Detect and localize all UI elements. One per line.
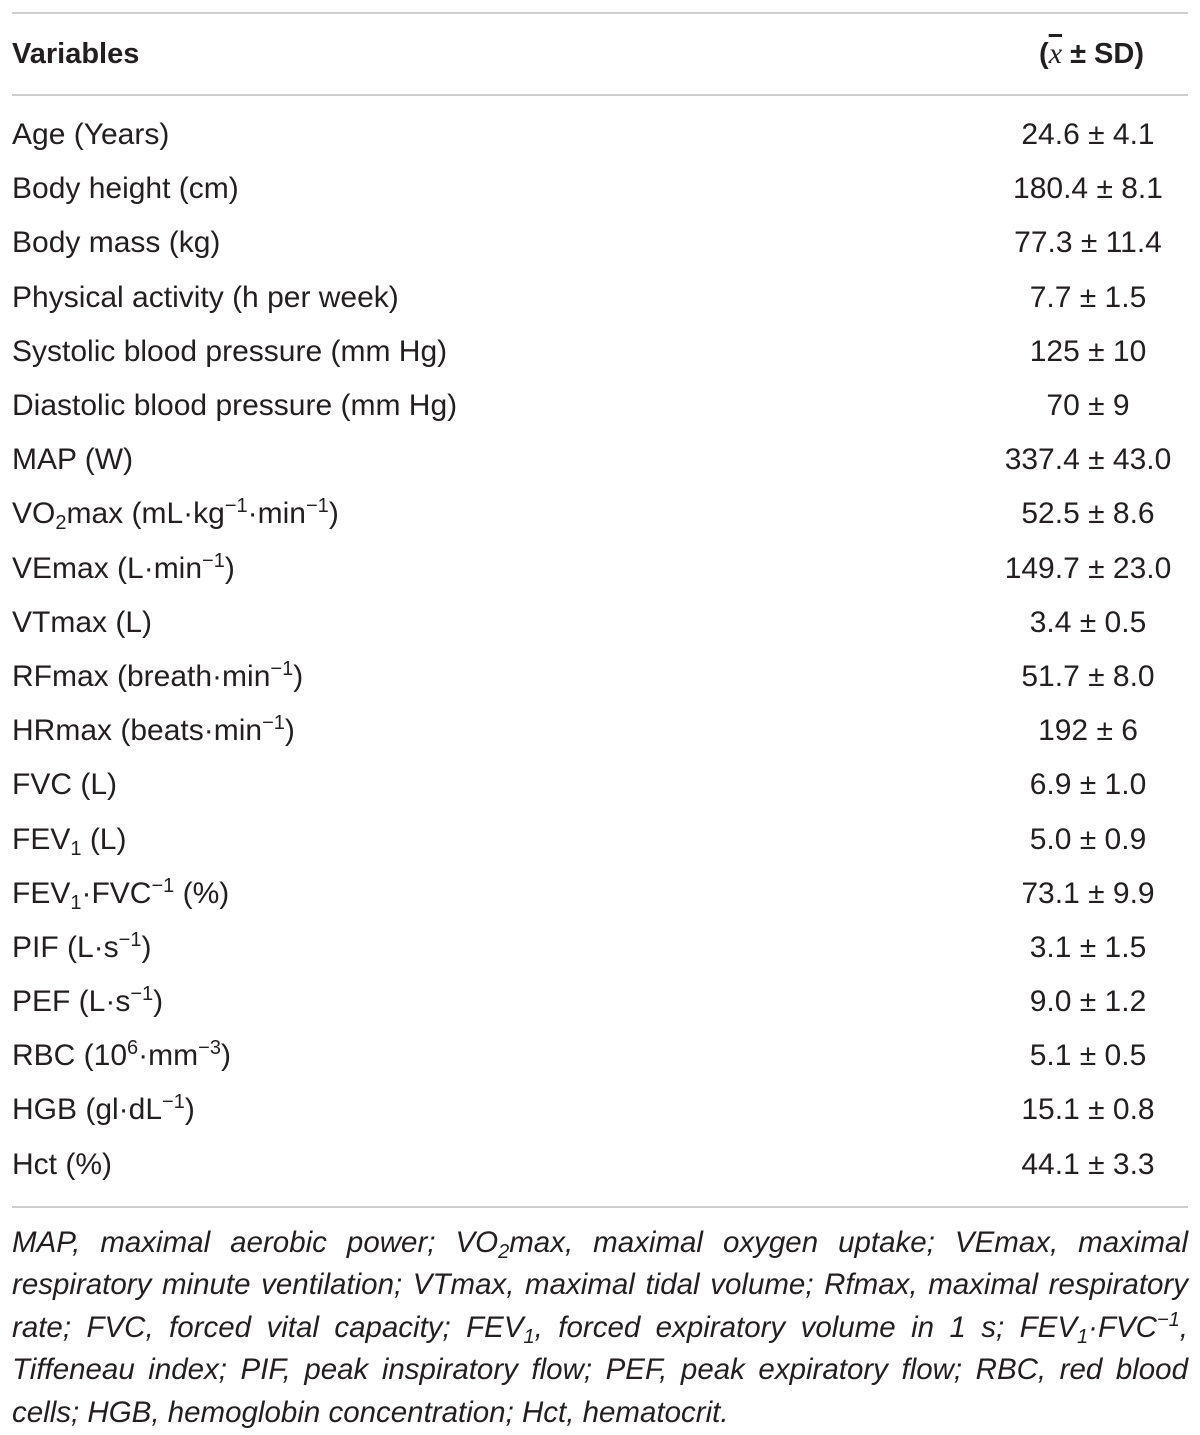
header-xbar: $\overline{x}$ bbox=[1048, 37, 1063, 70]
variable-cell bbox=[12, 822, 127, 860]
variable-cell bbox=[12, 1093, 195, 1127]
text-segment: FEV bbox=[12, 876, 71, 910]
variable-cell bbox=[12, 389, 457, 423]
superscript: −3 bbox=[198, 1037, 221, 1060]
text-segment: Physical activity (h per week) bbox=[12, 280, 399, 314]
variable-cell bbox=[12, 226, 220, 260]
table-row bbox=[12, 812, 1188, 866]
table-row bbox=[12, 704, 1188, 758]
variable-cell bbox=[12, 768, 117, 802]
text-segment: RBC (10 bbox=[12, 1039, 128, 1073]
value-cell: 70 ± 9 bbox=[1046, 389, 1130, 423]
text-segment: MAP (W) bbox=[12, 443, 134, 477]
variable-cell bbox=[12, 118, 169, 152]
text-segment: max, maximal oxygen uptake; VEmax, maximal respiratory minute ventilation; VTmax, maximal tidal volume; Rfmax, maximal respiratory rate; FVC, forced vital capacity; FEV bbox=[12, 1225, 1188, 1344]
superscript: −1 bbox=[202, 549, 225, 572]
variable-cell bbox=[12, 657, 304, 694]
superscript: −1 bbox=[224, 495, 248, 518]
subscript: 2 bbox=[498, 1240, 510, 1263]
table-footnote bbox=[12, 1222, 1188, 1435]
value-cell: 337.4 ± 43.0 bbox=[1004, 443, 1172, 477]
text-segment: PIF (L·s bbox=[12, 930, 119, 964]
text-segment: max (mL·kg bbox=[66, 497, 225, 531]
subscript: 1 bbox=[70, 837, 82, 860]
table-row bbox=[12, 975, 1188, 1029]
text-segment: ·FVC bbox=[1088, 1310, 1157, 1344]
variable-cell bbox=[12, 874, 230, 914]
header-pm-sd: ± SD) bbox=[1062, 38, 1144, 70]
table-row bbox=[12, 379, 1188, 433]
table-body bbox=[12, 96, 1188, 1206]
text-segment: ) bbox=[141, 930, 152, 964]
value-cell: 44.1 ± 3.3 bbox=[1021, 1147, 1155, 1181]
text-segment: Age (Years) bbox=[12, 118, 170, 152]
table-row bbox=[12, 216, 1188, 270]
text-segment: ) bbox=[153, 985, 164, 1019]
table-row bbox=[12, 867, 1188, 921]
subscript: 1 bbox=[1077, 1325, 1089, 1348]
superscript: −1 bbox=[162, 1091, 185, 1114]
variable-cell bbox=[12, 1148, 112, 1182]
variable-cell bbox=[12, 281, 399, 315]
text-segment: HGB (gl·dL bbox=[12, 1093, 163, 1127]
value-cell: 125 ± 10 bbox=[1029, 334, 1147, 368]
variable-cell bbox=[12, 549, 235, 586]
text-segment: Body mass (kg) bbox=[12, 226, 221, 260]
table-row bbox=[12, 162, 1188, 216]
header-open-paren: ( bbox=[1039, 38, 1049, 70]
subscript: 1 bbox=[70, 891, 82, 914]
text-segment: ) bbox=[293, 659, 304, 693]
superscript: −1 bbox=[118, 928, 142, 951]
text-segment: (L) bbox=[81, 822, 127, 856]
header-variables: Variables bbox=[12, 37, 140, 70]
table-row bbox=[12, 1138, 1188, 1192]
table-row bbox=[12, 650, 1188, 704]
value-cell: 52.5 ± 8.6 bbox=[1021, 497, 1155, 531]
table-row bbox=[12, 108, 1188, 162]
variable-cell bbox=[12, 172, 239, 206]
table-row bbox=[12, 1083, 1188, 1137]
table-row bbox=[12, 596, 1188, 650]
variable-cell bbox=[12, 443, 133, 477]
value-cell: 73.1 ± 9.9 bbox=[1021, 876, 1155, 910]
subscript: 1 bbox=[523, 1325, 535, 1348]
value-cell: 6.9 ± 1.0 bbox=[1029, 768, 1147, 802]
value-cell: 5.1 ± 0.5 bbox=[1029, 1039, 1147, 1073]
value-cell: 77.3 ± 11.4 bbox=[1014, 226, 1162, 260]
text-segment: Hct (%) bbox=[12, 1147, 112, 1181]
subscript: 2 bbox=[55, 512, 67, 535]
text-segment: PEF (L·s bbox=[12, 985, 131, 1019]
value-cell: 3.4 ± 0.5 bbox=[1029, 605, 1147, 639]
data-table bbox=[12, 12, 1188, 1434]
value-cell: 7.7 ± 1.5 bbox=[1029, 280, 1147, 314]
text-segment: (%) bbox=[174, 876, 230, 910]
variable-cell bbox=[12, 928, 152, 965]
variable-cell bbox=[12, 495, 339, 535]
text-segment: MAP, maximal aerobic power; VO bbox=[12, 1225, 499, 1259]
value-cell: 5.0 ± 0.9 bbox=[1029, 822, 1147, 856]
value-cell: 149.7 ± 23.0 bbox=[1004, 551, 1172, 585]
table-row bbox=[12, 758, 1188, 812]
value-cell: 3.1 ± 1.5 bbox=[1029, 930, 1147, 964]
variable-cell bbox=[12, 985, 163, 1019]
variable-cell bbox=[12, 335, 447, 369]
text-segment: FEV bbox=[12, 822, 71, 856]
table-row bbox=[12, 1029, 1188, 1083]
text-segment: ) bbox=[224, 551, 235, 585]
superscript: 6 bbox=[127, 1037, 139, 1060]
value-cell: 180.4 ± 8.1 bbox=[1013, 172, 1163, 206]
table-row bbox=[12, 542, 1188, 596]
header-mean-sd bbox=[1039, 37, 1188, 71]
text-segment: , forced expiratory volume in 1 s; FEV bbox=[534, 1310, 1078, 1344]
value-cell: 9.0 ± 1.2 bbox=[1029, 985, 1147, 1019]
superscript: −1 bbox=[130, 983, 154, 1006]
text-segment: Systolic blood pressure (mm Hg) bbox=[12, 334, 448, 368]
text-segment: ) bbox=[220, 1039, 231, 1073]
superscript: −1 bbox=[270, 657, 294, 680]
table-row bbox=[12, 487, 1188, 541]
text-segment: ) bbox=[184, 1093, 195, 1127]
text-segment: VTmax (L) bbox=[12, 605, 153, 639]
bottom-rule bbox=[12, 1206, 1188, 1208]
text-segment: , Tiffeneau index; PIF, peak inspiratory flow; PEF, peak expiratory flow; RBC, red blood cells; HGB, hemoglobin concentration; Hct, hematocrit. bbox=[12, 1310, 1188, 1429]
variable-cell bbox=[12, 714, 295, 748]
value-cell: 51.7 ± 8.0 bbox=[1021, 659, 1155, 693]
text-segment: HRmax (beats·min bbox=[12, 714, 263, 748]
superscript: −1 bbox=[306, 495, 329, 518]
text-segment: ·FVC bbox=[81, 876, 152, 910]
text-segment: RFmax (breath·min bbox=[12, 659, 271, 693]
table-row bbox=[12, 271, 1188, 325]
text-segment: Body height (cm) bbox=[12, 172, 239, 206]
text-segment: Diastolic blood pressure (mm Hg) bbox=[12, 389, 458, 423]
variable-cell bbox=[12, 606, 152, 640]
text-segment: FVC (L) bbox=[12, 768, 117, 802]
variable-cell bbox=[12, 1039, 231, 1073]
table-row bbox=[12, 325, 1188, 379]
text-segment: VEmax (L·min bbox=[12, 551, 203, 585]
text-segment: ·min bbox=[247, 497, 306, 531]
text-segment: ) bbox=[284, 714, 295, 748]
table-row bbox=[12, 921, 1188, 975]
value-cell: 15.1 ± 0.8 bbox=[1021, 1093, 1155, 1127]
table-header bbox=[12, 14, 1188, 94]
text-segment: ) bbox=[328, 497, 339, 531]
value-cell: 24.6 ± 4.1 bbox=[1021, 118, 1155, 152]
superscript: −1 bbox=[151, 874, 175, 897]
text-segment: VO bbox=[12, 497, 56, 531]
value-cell: 192 ± 6 bbox=[1038, 714, 1138, 748]
superscript: −1 bbox=[1156, 1308, 1180, 1331]
text-segment: ·mm bbox=[138, 1039, 199, 1073]
table-row bbox=[12, 433, 1188, 487]
superscript: −1 bbox=[262, 712, 285, 735]
